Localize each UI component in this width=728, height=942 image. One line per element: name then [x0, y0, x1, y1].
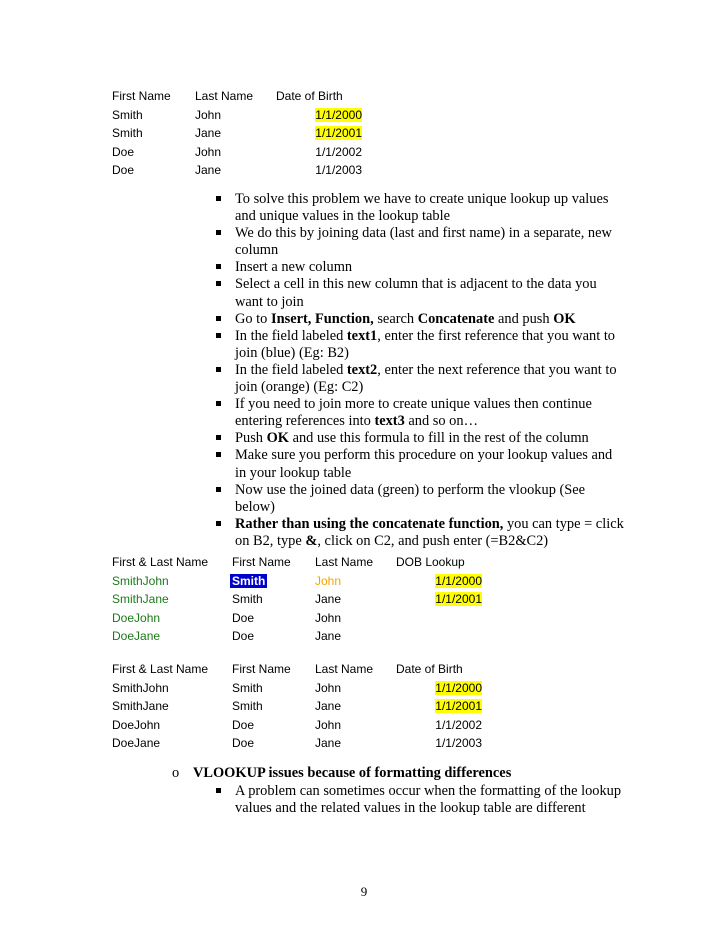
list-item-text: and so on…	[404, 413, 478, 430]
cell-full-name: DoeJane	[112, 736, 161, 750]
header-first-name: First Name	[232, 662, 291, 676]
bold-text: text3	[374, 413, 405, 430]
list-item	[214, 516, 624, 550]
list-item	[214, 225, 624, 259]
bold-text: Concatenate	[417, 310, 495, 327]
cell-last-name: John	[195, 107, 222, 122]
cell-dob-highlighted: 1/1/2001	[435, 699, 482, 713]
list-item-text: A problem can sometimes occur when the formatting of the lookup values and the related values in the lookup table are different	[235, 783, 622, 817]
bold-text: Rather than using the concatenate function,	[235, 515, 504, 532]
header-last-name: Last Name	[195, 89, 254, 103]
header-date-of-birth: Date of Birth	[396, 662, 463, 676]
header-first-name: First Name	[112, 89, 171, 103]
list-item	[214, 783, 629, 817]
cell-full-name: DoeJane	[112, 629, 161, 643]
cell-last-name: Jane	[315, 699, 342, 713]
page-number: 9	[360, 884, 368, 899]
cell-dob: 1/1/2002	[435, 717, 482, 732]
list-item-text: you can type = click on B2, type	[235, 515, 624, 549]
header-full-name: First & Last Name	[112, 662, 209, 676]
cell-full-name: SmithJane	[112, 699, 169, 713]
cell-first-name: Doe	[112, 144, 135, 159]
list-item-text: , click on C2, and push enter (=B2&C2)	[317, 532, 549, 549]
cell-dob-highlighted: 1/1/2001	[435, 592, 482, 606]
square-bullet-icon	[216, 230, 221, 235]
list-item	[214, 259, 624, 276]
list-item	[214, 447, 624, 481]
cell-first-name: Doe	[232, 717, 255, 732]
list-item	[214, 396, 624, 430]
cell-last-name: Jane	[315, 592, 342, 606]
list-item	[214, 482, 624, 516]
cell-last-name: John	[315, 610, 342, 625]
circle-bullet-icon: o	[172, 765, 180, 781]
instruction-bullet-list	[214, 191, 624, 550]
square-bullet-icon	[216, 788, 221, 793]
cell-last-name: John	[315, 680, 342, 695]
list-item-text: , enter the first reference that you want to join (blue) (Eg: B2)	[235, 327, 616, 361]
square-bullet-icon	[216, 281, 221, 286]
cell-last-name: Jane	[195, 163, 222, 177]
list-item-text: Insert a new column	[235, 259, 353, 276]
square-bullet-icon	[216, 316, 221, 321]
square-bullet-icon	[216, 264, 221, 269]
cell-full-name: DoeJohn	[112, 610, 161, 625]
cell-last-name: Jane	[195, 126, 222, 140]
cell-dob-highlighted: 1/1/2001	[315, 126, 362, 140]
list-item	[214, 430, 624, 447]
square-bullet-icon	[216, 367, 221, 372]
cell-first-name: Smith	[232, 592, 263, 606]
list-item-text: Push	[235, 430, 267, 447]
cell-first-name: Doe	[232, 629, 255, 643]
header-last-name: Last Name	[315, 555, 374, 569]
square-bullet-icon	[216, 196, 221, 201]
square-bullet-icon	[216, 435, 221, 440]
list-item-text: In the field labeled	[235, 361, 347, 378]
list-item-text: , enter the next reference that you want to join (orange) (Eg: C2)	[235, 361, 617, 396]
list-item-text: and use this formula to fill in the rest of the column	[288, 430, 589, 447]
cell-dob-highlighted: 1/1/2000	[435, 573, 482, 588]
header-dob-lookup: DOB Lookup	[396, 555, 465, 569]
bold-text: text1	[346, 327, 378, 344]
section-bullet-list	[214, 783, 629, 817]
cell-first-name: Smith	[232, 699, 263, 713]
header-first-name: First Name	[232, 555, 291, 569]
cell-first-name: Smith	[232, 680, 263, 695]
list-item-text: search	[373, 310, 418, 327]
cell-first-name: Doe	[112, 163, 135, 177]
cell-full-name: SmithJohn	[112, 680, 169, 695]
square-bullet-icon	[216, 401, 221, 406]
cell-last-name-orange: John	[315, 573, 342, 588]
list-item-text: To solve this problem we have to create unique lookup up values and unique values in the lookup table	[235, 191, 609, 225]
list-item	[214, 328, 624, 362]
cell-full-name: DoeJohn	[112, 717, 161, 732]
list-item	[214, 362, 624, 396]
cell-dob-highlighted: 1/1/2000	[435, 680, 482, 695]
list-item-text: and push	[494, 310, 554, 327]
square-bullet-icon	[216, 333, 221, 338]
cell-first-name: Doe	[232, 736, 255, 750]
header-date-of-birth: Date of Birth	[276, 89, 343, 103]
cell-last-name: John	[315, 717, 342, 732]
list-item-text: If you need to join more to create unique values then continue entering references into	[235, 396, 592, 430]
square-bullet-icon	[216, 452, 221, 457]
cell-first-name: Doe	[232, 610, 255, 625]
cell-full-name: SmithJohn	[112, 573, 169, 588]
cell-dob: 1/1/2003	[435, 736, 482, 750]
cell-first-name: Smith	[112, 126, 143, 140]
cell-first-name-blue: Smith	[232, 573, 266, 588]
bold-text: OK	[266, 430, 289, 447]
cell-dob-highlighted: 1/1/2000	[315, 107, 362, 122]
list-item	[214, 276, 624, 310]
cell-full-name: SmithJane	[112, 592, 169, 606]
section-title: VLOOKUP issues because of formatting differences	[193, 765, 512, 781]
square-bullet-icon	[216, 487, 221, 492]
header-full-name: First & Last Name	[112, 555, 209, 569]
cell-last-name: Jane	[315, 736, 342, 750]
cell-last-name: Jane	[315, 629, 342, 643]
list-item-text: Make sure you perform this procedure on your lookup values and in your lookup table	[235, 447, 613, 481]
list-item	[214, 311, 624, 328]
cell-last-name: John	[195, 144, 222, 159]
cell-dob: 1/1/2003	[315, 163, 362, 177]
bold-text: &	[305, 532, 318, 549]
list-item-text: Select a cell in this new column that is adjacent to the data you want to join	[235, 276, 597, 310]
list-item	[214, 191, 624, 225]
list-item-text: In the field labeled	[235, 327, 347, 344]
cell-dob: 1/1/2002	[315, 144, 362, 159]
cell-first-name: Smith	[112, 107, 143, 122]
square-bullet-icon	[216, 521, 221, 526]
bold-text: text2	[346, 361, 378, 378]
list-item-text: Now use the joined data (green) to perform the vlookup (See below)	[235, 481, 586, 515]
list-item-text: We do this by joining data (last and first name) in a separate, new column	[235, 225, 612, 259]
bold-text: OK	[553, 310, 576, 327]
header-last-name: Last Name	[315, 662, 374, 676]
list-item-text: Go to	[235, 310, 271, 327]
bold-text: Insert, Function,	[270, 310, 374, 327]
